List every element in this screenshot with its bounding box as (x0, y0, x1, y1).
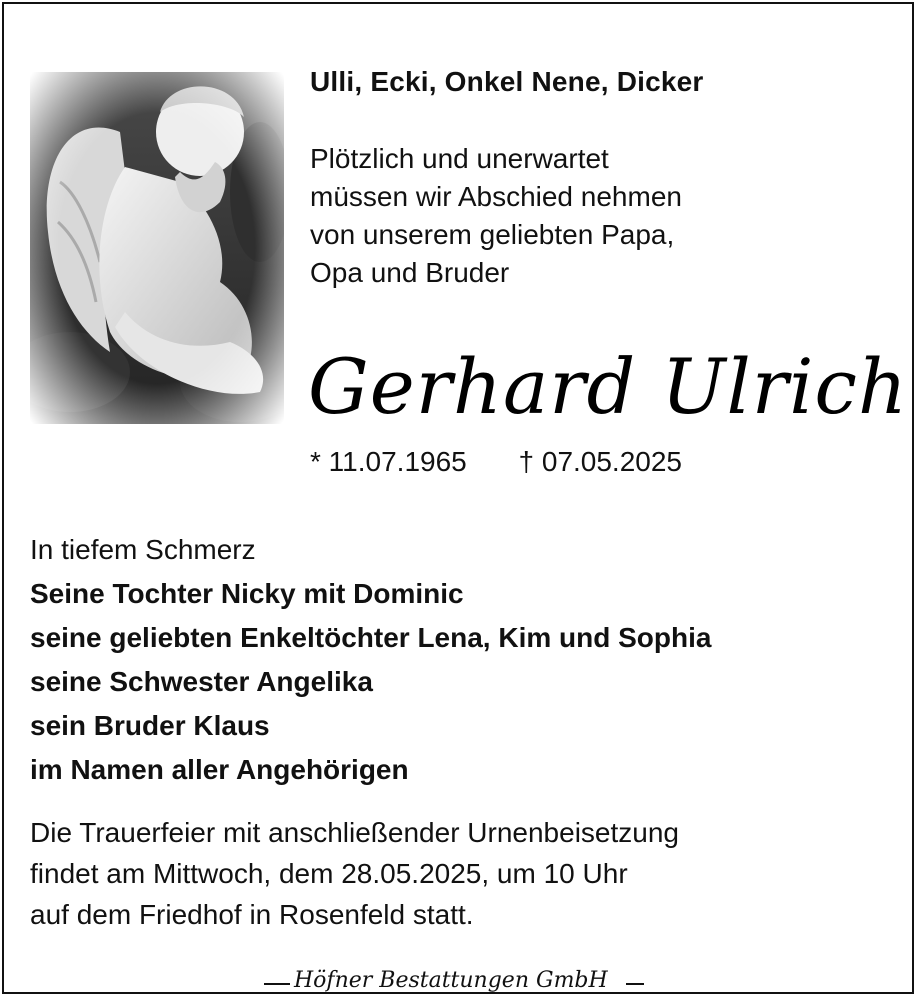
funeral-line: auf dem Friedhof in Rosenfeld statt. (30, 899, 474, 930)
intro-line: Plötzlich und unerwartet (310, 143, 609, 174)
intro-line: Opa und Bruder (310, 257, 510, 288)
mourner-line: seine geliebten Enkeltöchter Lena, Kim und Sophia (30, 622, 712, 653)
footer-rule-right (626, 983, 644, 985)
deceased-name: Gerhard Ulrich (308, 342, 908, 431)
death-date: † 07.05.2025 (518, 446, 683, 477)
mourners-lead: In tiefem Schmerz (30, 534, 256, 565)
funeral-info (30, 812, 679, 935)
angel-icon (30, 72, 284, 424)
undertaker-footer (264, 966, 644, 996)
obituary-notice (2, 2, 914, 994)
nicknames: Ulli, Ecki, Onkel Nene, Dicker (310, 66, 704, 97)
mourner-line: sein Bruder Klaus (30, 710, 270, 741)
mourners-list (30, 528, 711, 792)
mourner-line: Seine Tochter Nicky mit Dominic (30, 578, 464, 609)
funeral-line: findet am Mittwoch, dem 28.05.2025, um 10 Uhr (30, 858, 628, 889)
undertaker-name: Höfner Bestattungen GmbH (294, 968, 608, 993)
mourner-line: seine Schwester Angelika (30, 666, 373, 697)
birth-date: * 11.07.1965 (310, 446, 467, 477)
intro-text (310, 140, 682, 292)
life-dates (310, 446, 682, 478)
intro-line: von unserem geliebten Papa, (310, 219, 675, 250)
funeral-line: Die Trauerfeier mit anschließender Urnenbeisetzung (30, 817, 679, 848)
mourner-line: im Namen aller Angehörigen (30, 754, 409, 785)
intro-line: müssen wir Abschied nehmen (310, 181, 682, 212)
angel-statue-photo (30, 72, 284, 424)
footer-rule-left (264, 983, 290, 985)
